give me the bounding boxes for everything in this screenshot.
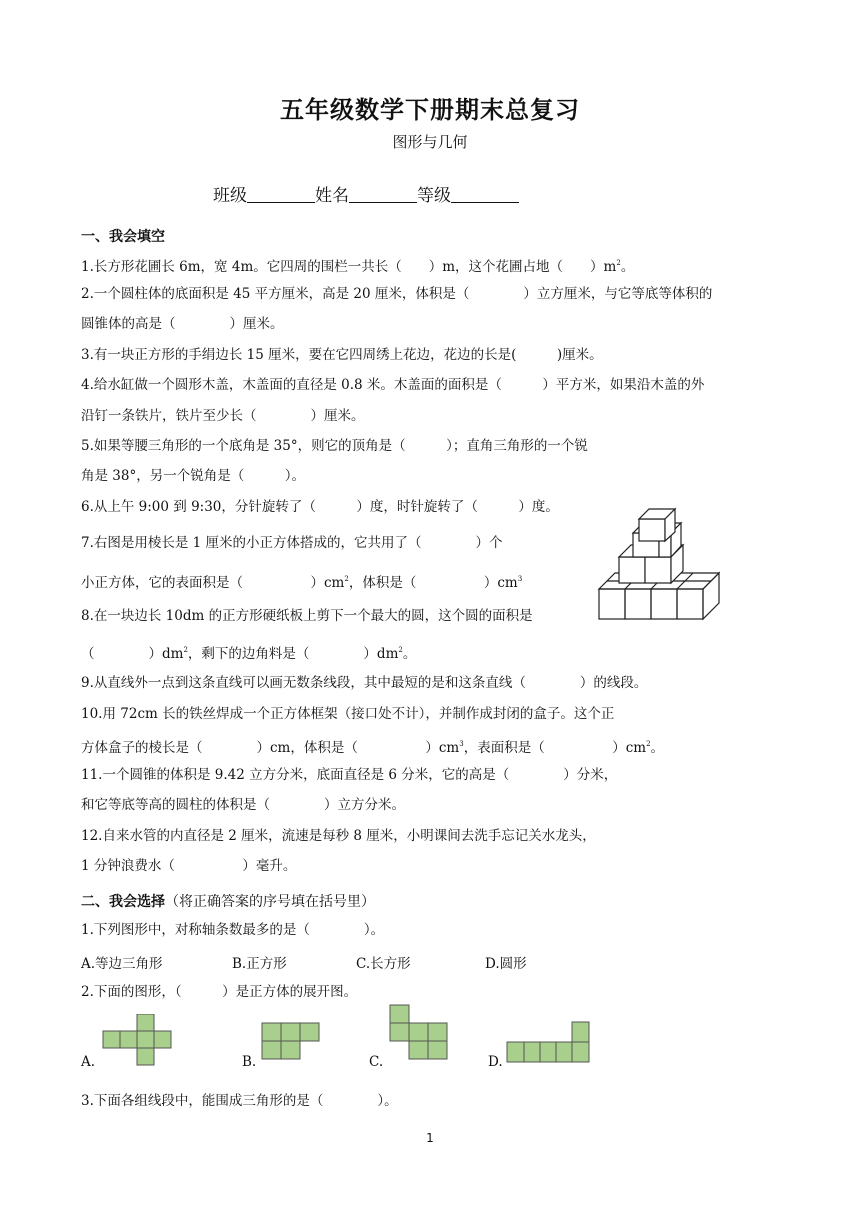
question-4-line2: 沿钉一条铁片，铁片至少长（ ）厘米。 [81, 408, 365, 424]
q1-option-d[interactable]: D.圆形 [485, 956, 527, 972]
page-number: 1 [426, 1131, 434, 1145]
q2-option-a-label[interactable]: A. [81, 1054, 96, 1070]
page-subtitle: 图形与几何 [392, 133, 468, 151]
net-option-d-figure [506, 1020, 592, 1064]
net-option-c-figure [389, 1004, 449, 1064]
question-8-line2: （ ）$dm^2$，剩下的边角料是（ ）$dm^2$。 [81, 646, 417, 662]
grade-blank[interactable] [451, 185, 519, 203]
name-blank[interactable] [349, 185, 417, 203]
question-7-line1: 7.右图是用棱长是 1 厘米的小正方体搭成的，它共用了（ ）个 [81, 535, 503, 551]
net-option-a-figure [101, 1014, 175, 1068]
question-1: 1.长方形花圃长 6m，宽 4m。它四周的围栏一共长（ ）m，这个花圃占地（ ）$m^2$。 [81, 259, 635, 275]
q1-option-b[interactable]: B.正方形 [232, 956, 287, 972]
question-5-line1: 5.如果等腰三角形的一个底角是 35°，则它的顶角是（ ）；直角三角形的一个锐 [81, 438, 588, 454]
question-10-line2: 方体盒子的棱长是（ ）cm，体积是（ ）$cm^3$，表面积是（ ）$cm^2$。 [81, 740, 665, 756]
question-3: 3.有一块正方形的手绢边长 15 厘米，要在它四周绣上花边，花边的长是( )厘米。 [81, 347, 603, 363]
q1-option-c[interactable]: C.长方形 [356, 956, 411, 972]
q1-option-a[interactable]: A.等边三角形 [81, 956, 163, 972]
name-label: 姓名 [315, 186, 349, 206]
question-6: 6.从上午 9:00 到 9:30，分针旋转了（ ）度，时针旋转了（ ）度。 [81, 499, 559, 515]
question-11-line1: 11.一个圆锥的体积是 9.42 立方分米，底面直径是 6 分米，它的高是（ ）分米， [81, 767, 618, 783]
q2-option-b-label[interactable]: B. [242, 1054, 257, 1070]
question-5-line2: 角是 38°，另一个锐角是（ ）。 [81, 468, 305, 484]
question-4-line1: 4.给水缸做一个圆形木盖，木盖面的直径是 0.8 米。木盖面的面积是（ ）平方米，如果沿木盖的外 [81, 377, 705, 393]
choice-question-1: 1.下列图形中，对称轴条数最多的是（ ）。 [81, 922, 385, 938]
choice-question-3: 3.下面各组线段中，能围成三角形的是（ ）。 [81, 1093, 398, 1109]
cube-stack-figure [595, 506, 720, 624]
question-2-line1: 2.一个圆柱体的底面积是 45 平方厘米，高是 20 厘米，体积是（ ）立方厘米，与它等底等体积的 [81, 286, 713, 302]
question-11-line2: 和它等底等高的圆柱的体积是（ ）立方分米。 [81, 797, 405, 813]
page-title: 五年级数学下册期末总复习 [280, 96, 580, 124]
grade-label: 等级 [417, 186, 451, 206]
choice-question-2: 2.下面的图形，（ ）是正方体的展开图。 [81, 984, 358, 1000]
question-9: 9.从直线外一点到这条直线可以画无数条线段，其中最短的是和这条直线（ ）的线段。 [81, 675, 648, 691]
question-7-line2: 小正方体，它的表面积是（ ）$cm^2$，体积是（ ）$cm^3$ [81, 575, 523, 591]
q2-option-c-label[interactable]: C. [369, 1054, 384, 1070]
section2-heading: 二、我会选择（将正确答案的序号填在括号里） [81, 894, 375, 910]
q2-option-d-label[interactable]: D. [488, 1054, 503, 1070]
question-10-line1: 10.用 72cm 长的铁丝焊成一个正方体框架（接口处不计），并制作成封闭的盒子。这个正 [81, 706, 615, 722]
question-12-line1: 12.自来水管的内直径是 2 厘米，流速是每秒 8 厘米，小明课间去洗手忘记关水龙头， [81, 828, 596, 844]
student-info-line [213, 181, 519, 206]
question-12-line2: 1 分钟浪费水（ ）毫升。 [81, 858, 297, 874]
class-blank[interactable] [247, 185, 315, 203]
question-8-line1: 8.在一块边长 10dm 的正方形硬纸板上剪下一个最大的圆，这个圆的面积是 [81, 608, 533, 624]
section1-heading: 一、我会填空 [81, 229, 165, 245]
class-label: 班级 [213, 186, 247, 206]
question-2-line2: 圆锥体的高是（ ）厘米。 [81, 316, 284, 332]
net-option-b-figure [261, 1022, 323, 1062]
